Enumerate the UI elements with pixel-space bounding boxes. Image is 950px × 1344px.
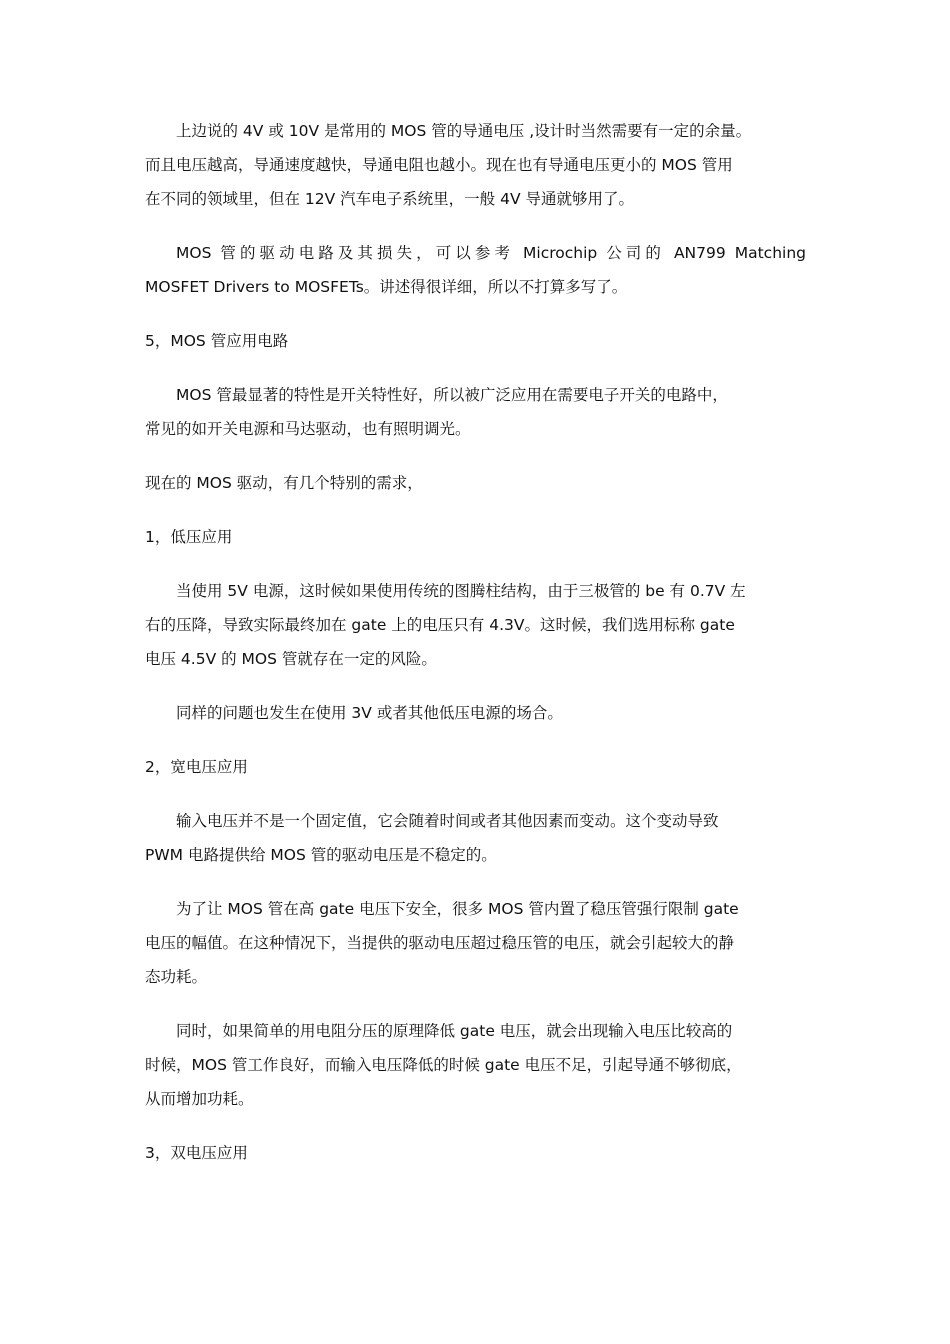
text-line: 在不同的领域里，但在 12V 汽车电子系统里，一般 4V 导通就够用了。: [145, 190, 635, 208]
subsection-heading-1: [145, 520, 806, 554]
text-line: 时候，MOS 管工作良好，而输入电压降低的时候 gate 电压不足，引起导通不够彻底，: [145, 1056, 742, 1074]
subsection-heading-2: [145, 750, 806, 784]
text-line: 态功耗。: [145, 968, 208, 986]
paragraph-wide-voltage-input: [145, 804, 806, 872]
text-line: 右的压降，导致实际最终加在 gate 上的电压只有 4.3V。这时候，我们选用标称 gate: [145, 616, 735, 634]
text-line: PWM 电路提供给 MOS 管的驱动电压是不稳定的。: [145, 846, 497, 864]
paragraph-conduction-voltage: [145, 114, 806, 216]
heading-text: 1，低压应用: [145, 528, 233, 546]
paragraph-low-voltage: [145, 574, 806, 676]
subsection-heading-3: [145, 1136, 806, 1170]
paragraph-switching-applications: [145, 378, 806, 446]
paragraph-driver-reference: [145, 236, 806, 304]
section-heading-5: [145, 324, 806, 358]
text-line: 电压 4.5V 的 MOS 管就存在一定的风险。: [145, 650, 437, 668]
text-line: 输入电压并不是一个固定值，它会随着时间或者其他因素而变动。这个变动导致: [176, 812, 719, 830]
text-line: MOS 管最显著的特性是开关特性好，所以被广泛应用在需要电子开关的电路中，: [176, 386, 728, 404]
document-body: [145, 114, 806, 1190]
text-line: MOSFET Drivers to MOSFETs。讲述得很详细，所以不打算多写了。: [145, 278, 628, 296]
paragraph-low-voltage-3v: [145, 696, 806, 730]
heading-text: 3，双电压应用: [145, 1144, 248, 1162]
text-line: 当使用 5V 电源，这时候如果使用传统的图腾柱结构，由于三极管的 be 有 0.7V 左: [176, 582, 746, 600]
heading-text: 2，宽电压应用: [145, 758, 248, 776]
heading-text: 5，MOS 管应用电路: [145, 332, 289, 350]
text-line: MOS 管的驱动电路及其损失，可以参考 Microchip 公司的 AN799 Matching: [176, 244, 806, 262]
text-line: 而且电压越高，导通速度越快，导通电阻也越小。现在也有导通电压更小的 MOS 管用: [145, 156, 733, 174]
text-line: 为了让 MOS 管在高 gate 电压下安全，很多 MOS 管内置了稳压管强行限制 gate: [176, 900, 739, 918]
text-line: 从而增加功耗。: [145, 1090, 254, 1108]
paragraph-zener-clamp: [145, 892, 806, 994]
text-line: 上边说的 4V 或 10V 是常用的 MOS 管的导通电压 ,设计时当然需要有一定的余量。: [176, 122, 752, 140]
text-line: 常见的如开关电源和马达驱动，也有照明调光。: [145, 420, 471, 438]
text-line: 同样的问题也发生在使用 3V 或者其他低压电源的场合。: [176, 704, 563, 722]
text-line: 同时，如果简单的用电阻分压的原理降低 gate 电压，就会出现输入电压比较高的: [176, 1022, 733, 1040]
text-line: 电压的幅值。在这种情况下，当提供的驱动电压超过稳压管的电压，就会引起较大的静: [145, 934, 735, 952]
text-line: 现在的 MOS 驱动，有几个特别的需求，: [145, 474, 423, 492]
paragraph-driver-requirements: [145, 466, 806, 500]
paragraph-resistor-divider: [145, 1014, 806, 1116]
